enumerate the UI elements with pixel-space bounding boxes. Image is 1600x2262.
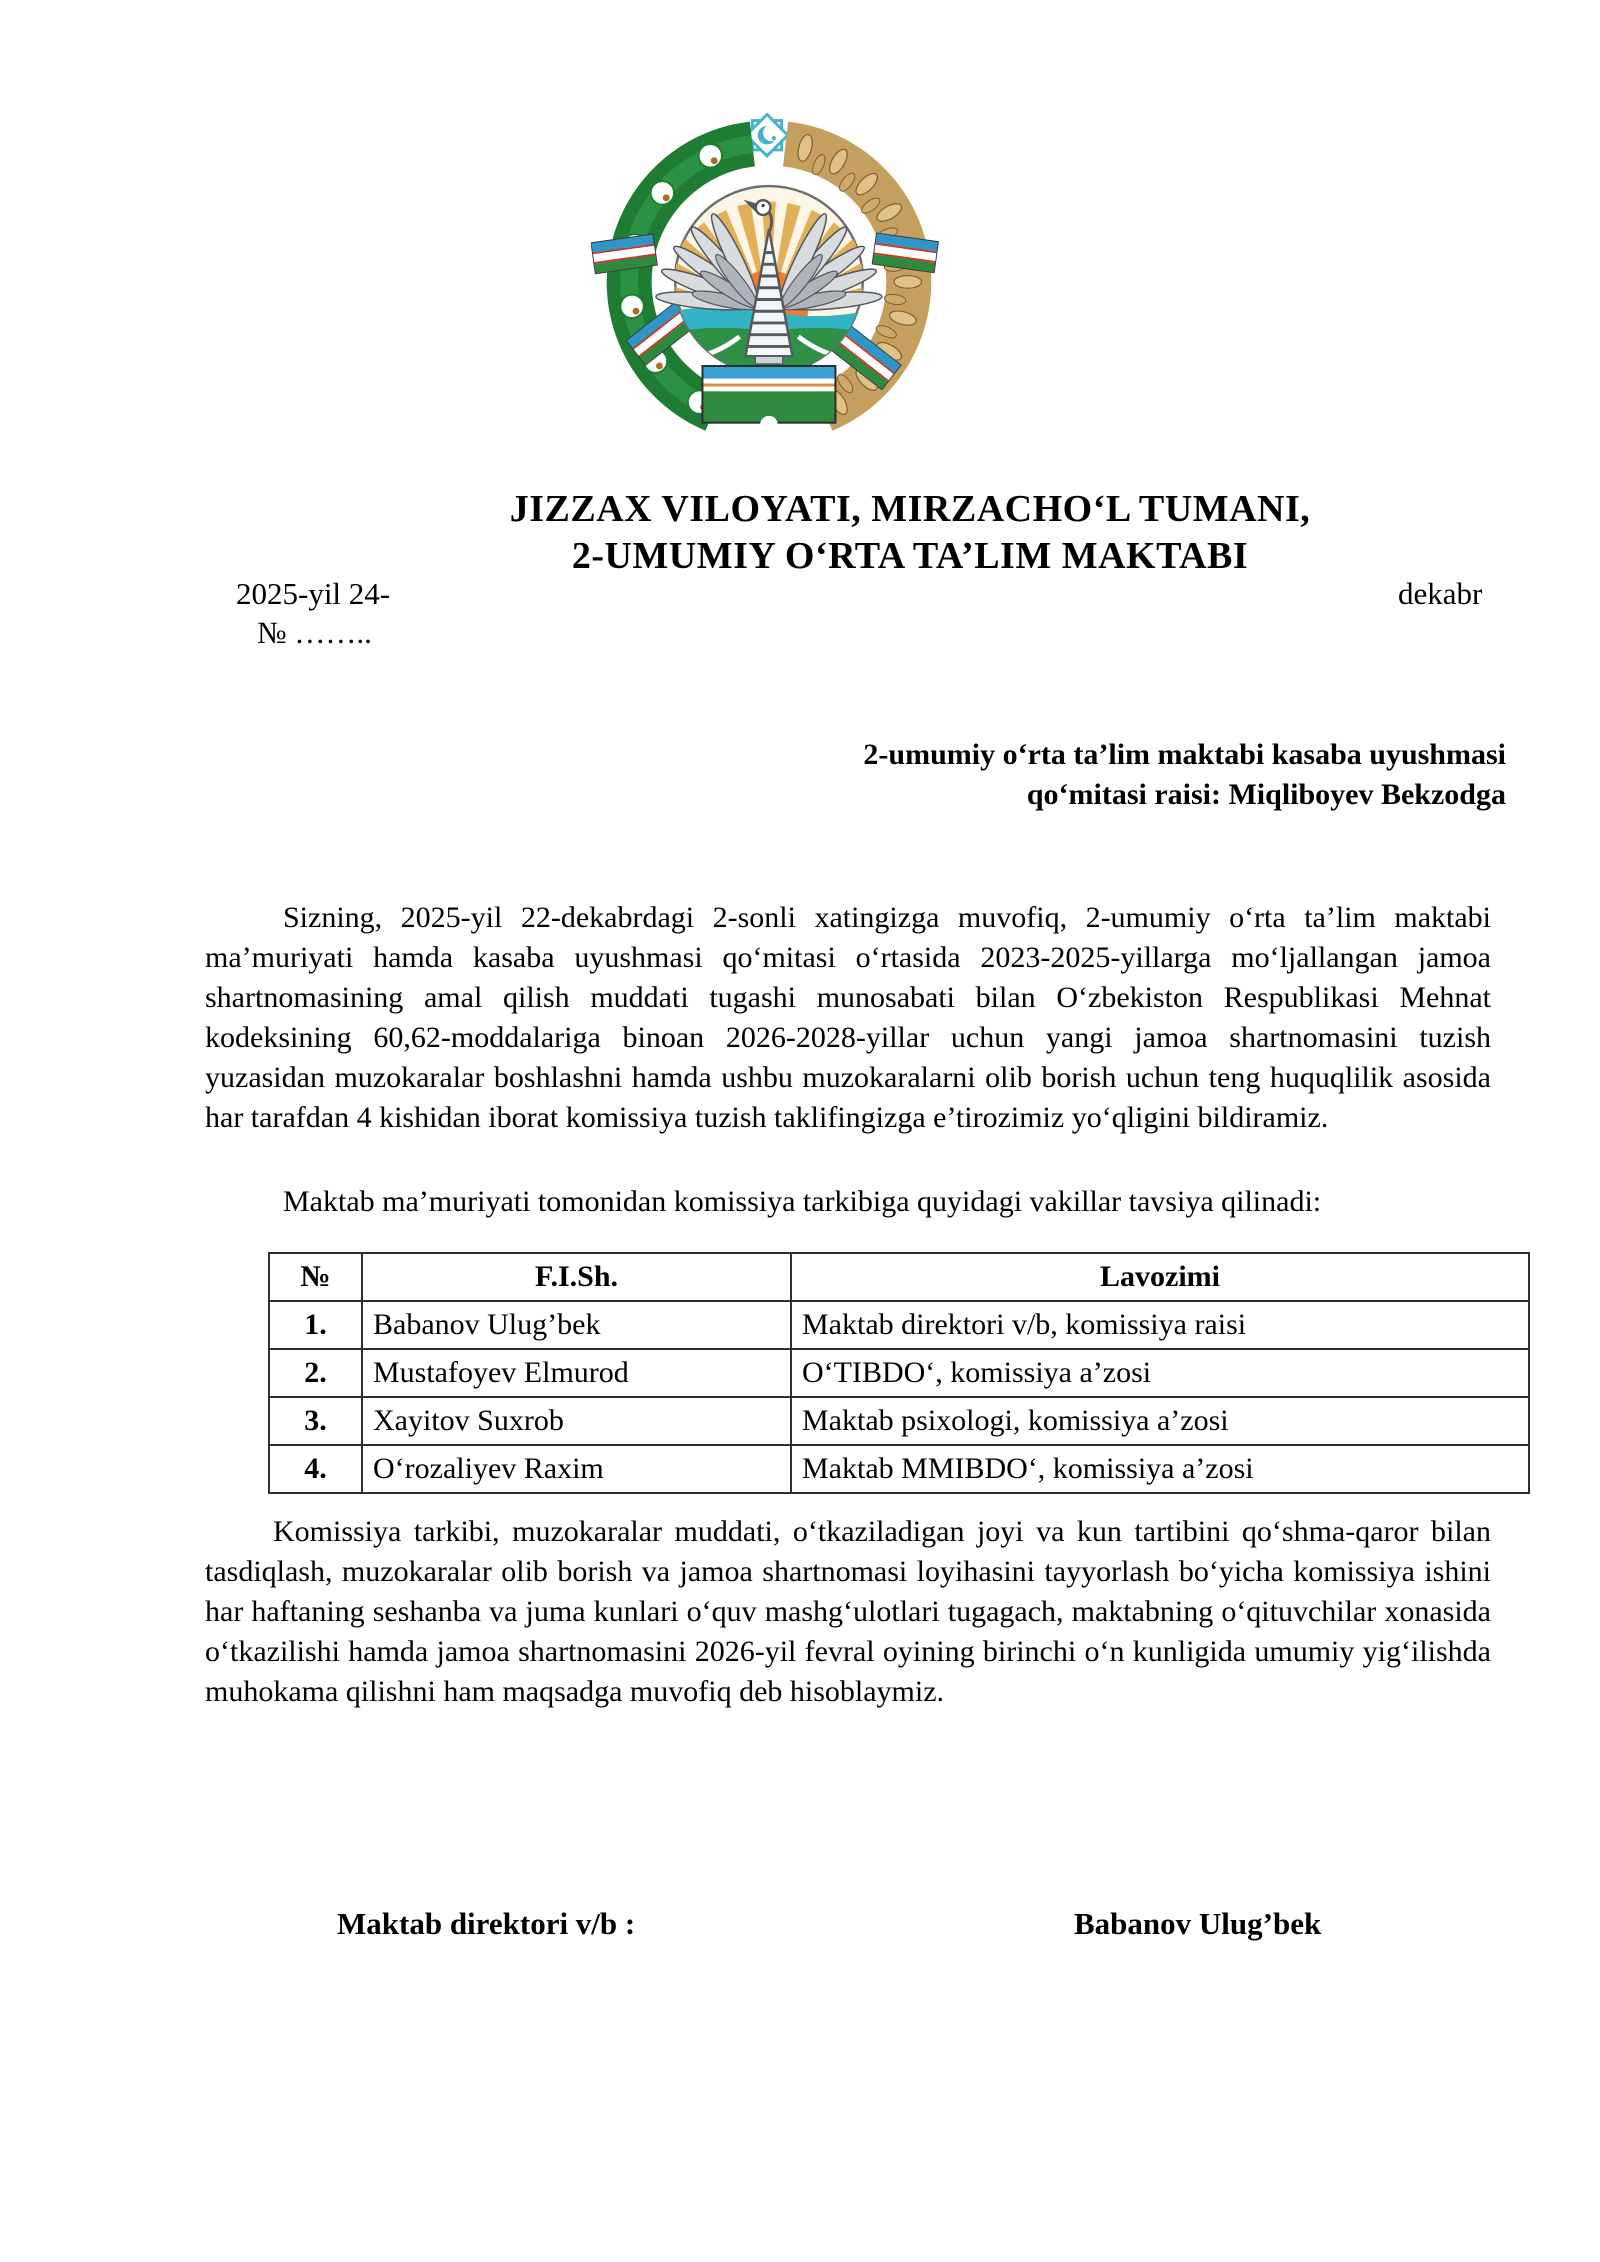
letter-date: 2025-yil 24- <box>236 576 391 611</box>
row-name: Babanov Ulug’bek <box>362 1301 791 1349</box>
addressee-line2: qo‘mitasi raisi: Miqliboyev Bekzodga <box>1026 778 1506 811</box>
letterhead-title-line2: 2-UMUMIY O‘RTA TA’LIM MAKTABI <box>571 535 1249 577</box>
letterhead-title <box>320 486 1500 580</box>
body-paragraph-1: Sizning, 2025-yil 22-dekabrdagi 2-sonli xatingizga muvofiq, 2-umumiy o‘rta ta’lim maktabi ma’muriyati hamda kasaba uyushmasi qo‘mitasi o‘rtasida 2023-2025-yillarga mo‘ljallangan jamoa shartnomasining amal qilish muddati tugashi munosabati bilan O‘zbekiston Respublikasi Mehnat kodeksining 60,62-moddalariga binoan 2026-2028-yillar uchun yangi jamoa shartnomasini tuzish yuzasidan muzokaralar boshlashni hamda ushbu muzokaralarni olib borish uchun teng huquqlilik asosida har tarafdan 4 kishidan iborat komissiya tuzish taklifingizga e’tirozimiz yo‘qligini bildiramiz. <box>205 901 1491 1134</box>
commission-table <box>268 1252 1530 1494</box>
row-number: 3. <box>269 1397 362 1445</box>
row-name: Xayitov Suxrob <box>362 1397 791 1445</box>
table-header-row <box>269 1253 1529 1301</box>
row-name: O‘rozaliyev Raxim <box>362 1445 791 1493</box>
row-number: 1. <box>269 1301 362 1349</box>
table-row <box>269 1301 1529 1349</box>
row-role: Maktab MMIBDO‘, komissiya a’zosi <box>791 1445 1529 1493</box>
table-header-number: № <box>269 1253 362 1301</box>
row-number: 2. <box>269 1349 362 1397</box>
row-role: Maktab direktori v/b, komissiya raisi <box>791 1301 1529 1349</box>
body-paragraph-3: Komissiya tarkibi, muzokaralar muddati, o‘tkaziladigan joyi va kun tartibini qo‘shma-qaror bilan tasdiqlash, muzokaralar olib borish va jamoa shartnomasi loyihasini tayyorlash bo‘yicha komissiya ishini har haftaning seshanba va juma kunlari o‘quv mashg‘ulotlari tugagach, maktabning o‘qituvchilar xonasida o‘tkazilishi hamda jamoa shartnomasini 2026-yil fevral oyining birinchi o‘n kunligida umumiy yig‘ilishda muhokama qilishni ham maqsadga muvofiq deb hisoblaymiz. <box>205 1515 1491 1708</box>
letter-number: № …….. <box>257 615 372 650</box>
signature-name: Babanov Ulug’bek <box>1074 1906 1322 1941</box>
body-paragraph-2: Maktab ma’muriyati tomonidan komissiya tarkibiga quyidagi vakillar tavsiya qilinadi: <box>283 1185 1322 1218</box>
signature-role: Maktab direktori v/b : <box>337 1906 636 1941</box>
row-number: 4. <box>269 1445 362 1493</box>
table-header-fish: F.I.Sh. <box>362 1253 791 1301</box>
letterhead-title-line1: JIZZAX VILOYATI, MIRZACHO‘L TUMANI, <box>509 488 1311 530</box>
uzbekistan-emblem-icon <box>591 110 943 444</box>
row-name: Mustafoyev Elmurod <box>362 1349 791 1397</box>
letter-month: dekabr <box>1398 576 1483 611</box>
row-role: O‘TIBDO‘, komissiya a’zosi <box>791 1349 1529 1397</box>
table-header-lavozimi: Lavozimi <box>791 1253 1529 1301</box>
table-row <box>269 1349 1529 1397</box>
addressee-block <box>686 735 1506 815</box>
table-row <box>269 1445 1529 1493</box>
flag-banner <box>702 366 835 433</box>
table-row <box>269 1397 1529 1445</box>
row-role: Maktab psixologi, komissiya a’zosi <box>791 1397 1529 1445</box>
addressee-line1: 2-umumiy o‘rta ta’lim maktabi kasaba uyushmasi <box>863 738 1506 771</box>
